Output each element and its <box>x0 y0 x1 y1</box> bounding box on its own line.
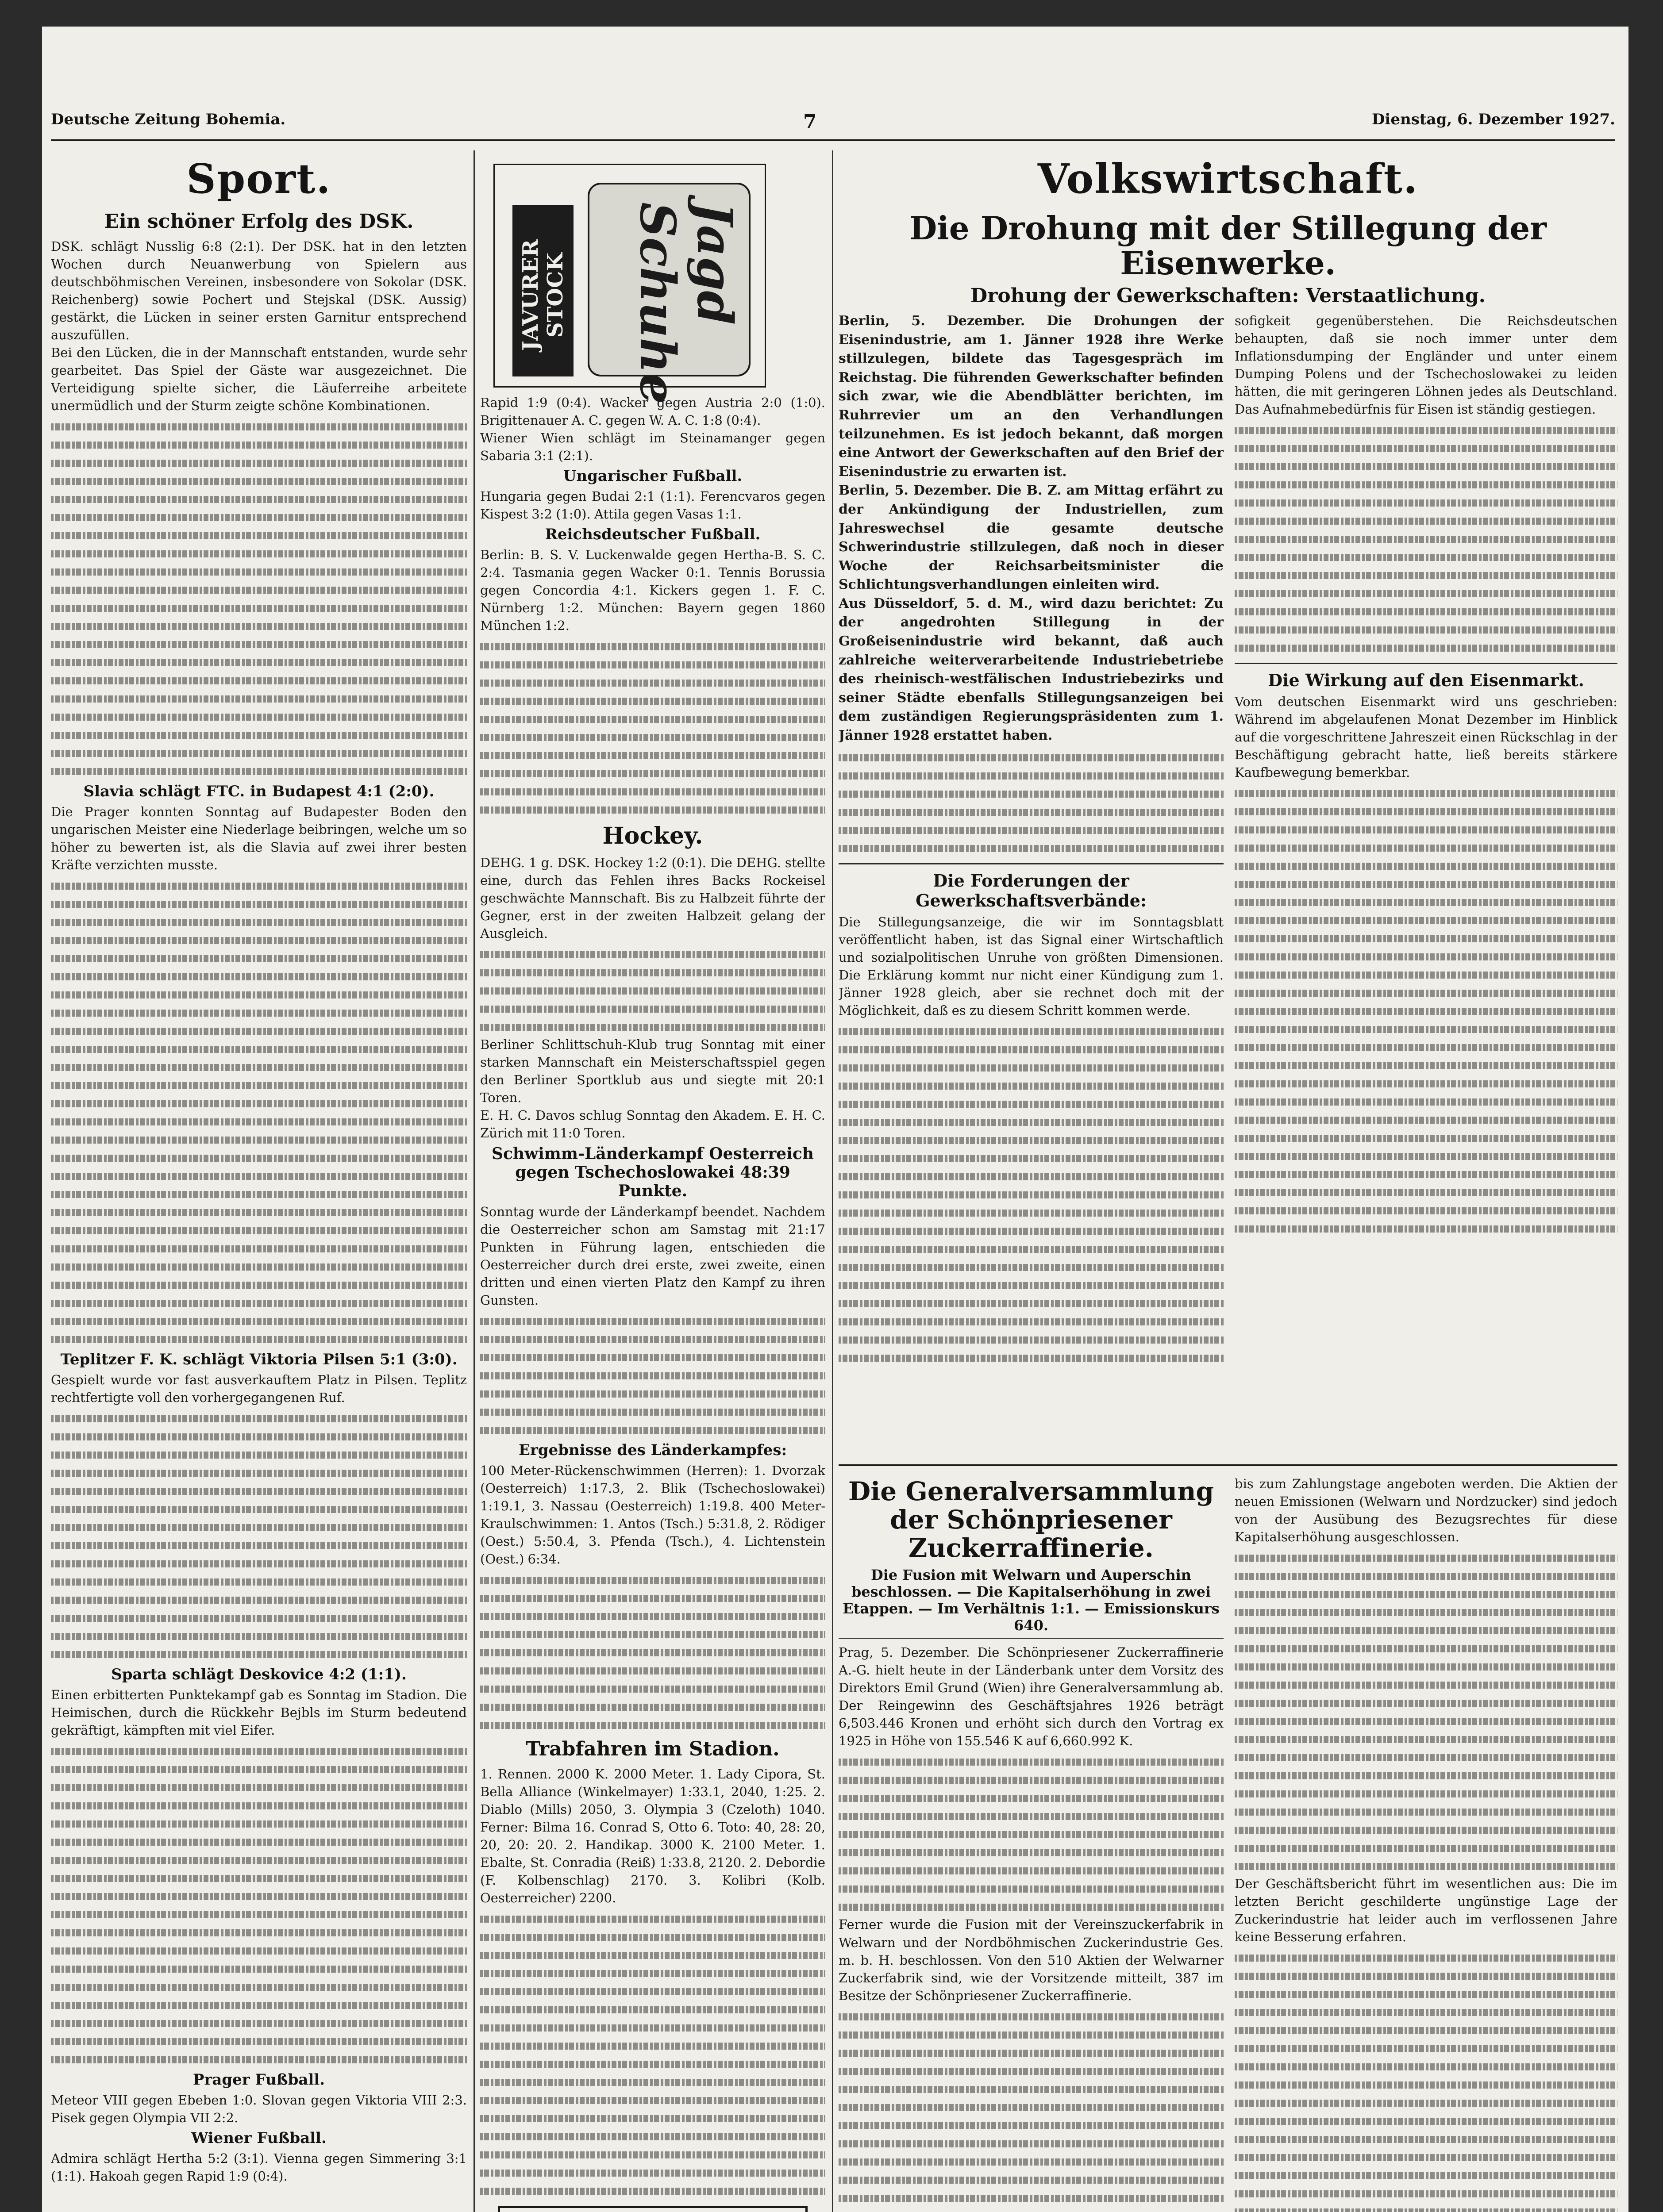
eisen-subhead: Drohung der Gewerkschaften: Verstaatlichung. <box>970 284 1486 307</box>
results-lead: Rapid 1:9 (0:4). Wacker gegen Austria 2:0 (1:0). Brigittenauer A. C. gegen W. A. C. 1:8 (0:4). <box>480 395 825 428</box>
divider <box>1235 663 1617 664</box>
zucker-col-left <box>839 1475 1224 2212</box>
page-number: 7 <box>803 111 817 133</box>
shoe-advertisement <box>493 164 766 404</box>
trab-headline: Trabfahren im Stadion. <box>526 1738 780 1761</box>
wien-note: Wiener Wien schlägt im Steinamanger gegen Sabaria 3:1 (2:1). <box>480 430 825 464</box>
eisen-col-left <box>839 312 1224 1367</box>
davos-text: E. H. C. Davos schlug Sonntag den Akadem. E. H. C. Zürich mit 11:0 Toren. <box>480 1108 825 1141</box>
zucker-subhead: Die Fusion mit Welwarn und Auperschin beschlossen. — Die Kapitalserhöhung in zwei Etappen. — Im Verhältnis 1:1. — Emissionskurs 640. <box>843 1567 1220 1634</box>
text-block <box>1235 1548 1617 1875</box>
volkswirtschaft-title: Volkswirtschaft. <box>1037 155 1419 203</box>
sport-section-title: Sport. <box>186 155 331 203</box>
text-block <box>839 2007 1224 2212</box>
swim-headline: Schwimm-Länderkampf Oesterreich gegen Tschechoslowakei 48:39 Punkte. <box>492 1144 814 1201</box>
zucker-para4: Der Geschäftsbericht führt im wesentlichen aus: Die im letzten Bericht geschilderte ungünstige Lage der Zuckerindustrie hat leider auch im verflossenen Jahre keine Besserung erfahren. <box>1235 1876 1617 1945</box>
zucker-section <box>839 1464 1617 2212</box>
text-block <box>480 1312 825 1439</box>
ungarn-headline: Ungarischer Fußball. <box>563 467 743 485</box>
hockey-text: DEHG. 1 g. DSK. Hockey 1:2 (0:1). Die DEHG. stellte eine, durch das Fehlen ihres Backs Rockeisel geschwächte Mannschaft. Bis zu Halbzeit führte der Gegner, erst in der zweiten Halbzeit gelang der Ausgleich. <box>480 855 825 941</box>
divider <box>839 863 1224 864</box>
text-block <box>51 417 467 780</box>
prager-headline: Prager Fußball. <box>192 2070 325 2089</box>
text-block <box>839 748 1224 857</box>
ungarn-text: Hungaria gegen Budai 2:1 (1:1). Ferencvaros gegen Kispest 3:2 (1:0). Attila gegen Vasas 1:1. <box>480 489 825 522</box>
wiener-text: Admira schlägt Hertha 5:2 (3:1). Vienna gegen Simmering 3:1 (1:1). Hakoah gegen Rapid 1:9 (0:4). <box>51 2151 467 2184</box>
eisen-para3: Aus Düsseldorf, 5. d. M., wird dazu berichtet: Zu der angedrohten Stillegung in der Großeisenindustrie wird bekannt, daß auch zahlreiche weiterverarbeitende Industriebetriebe des rheinisch-westfälischen Industriebezirks und seiner Städte ebenfalls Stillegungsanzeigen bei dem zuständigen Regierungspräsidenten zum 1. Jänner 1928 erstattet haben. <box>839 595 1224 744</box>
page-header <box>51 111 1615 137</box>
text-block <box>480 637 825 818</box>
swim-results: 100 Meter-Rückenschwimmen (Herren): 1. Dvorzak (Oesterreich) 1:17.3, 2. Blik (Tschechoslowakei) 1:19.1, 3. Nassau (Oesterreich) 1:19.8. 400 Meter-Kraulschwimmen: 1. Antos (Tsch.) 5:31.8, 2. Rödiger (Oest.) 5:50.4, 3. Pfenda (Tsch.), 4. Lichtenstein (Oest.) 6:34. <box>480 1463 825 1567</box>
text-block <box>480 1571 825 1734</box>
reich-text: Berlin: B. S. V. Luckenwalde gegen Hertha-B. S. C. 2:4. Tasmania gegen Wacker 0:1. Tennis Borussia gegen Concordia 4:1. Kickers gegen 1. F. C. Nürnberg 1:2. München: Bayern gegen 1860 München 1:2. <box>480 547 825 634</box>
text-block <box>1235 421 1617 657</box>
ad-side-panel: JAVURER STOCK <box>512 205 574 376</box>
text-block <box>839 1022 1224 1367</box>
text-block <box>51 876 467 1348</box>
trab-text: 1. Rennen. 2000 K. 2000 Meter. 1. Lady Cipora, St. Bella Alliance (Winkelmayer) 1:33.1, 2040, 1:25. 2. Diablo (Mills) 2050, 3. Olympia 3 (Czeloth) 1040. Ferner: Bilma 16. Conrad S, Otto 6. Toto: 40, 28: 20, 20, 20: 20. 2. Handikap. 3000 K. 2100 Meter. 1. Ebalte, St. Conradia (Reiß) 1:33.8, 2120. 2. Debordie (F. Kolbenschlag) 2170. 3. Kolibri (Kolb. Oesterreicher) 2200. <box>480 1766 825 1906</box>
eisen-right-text: sofigkeit gegenüberstehen. Die Reichsdeutschen behaupten, daß sie noch immer unter dem Inflationsdumping der Engländer und unter einem Dumping Polens und der Tschechoslowakei zu leiden hätten, die mit geringeren Löhnen jedes als Deutschland. Das Aufnahmebedürfnis für Eisen ist ständig gestiegen. <box>1235 313 1617 417</box>
eisen-para2: Berlin, 5. Dezember. Die B. Z. am Mittag erfährt zu der Ankündigung der Industriellen, zum Jahreswechsel die gesamte deutsche Schwerindustrie stillzulegen, daß noch in dieser Woche der Reichsarbeitsminister die Schlichtungsverhandlungen einleiten wird. <box>839 483 1224 593</box>
eisen-headline: Die Drohung mit der Stillegung der Eisenwerke. <box>909 209 1547 282</box>
auto-section-title <box>498 2206 808 2212</box>
wirkung-headline: Die Wirkung auf den Eisenmarkt. <box>1268 670 1584 691</box>
wiener-headline: Wiener Fußball. <box>191 2129 327 2147</box>
sparta-text: Einen erbitterten Punktekampf gab es Sonntag im Stadion. Die Heimischen, durch die Rückkehr Bejbls im Sturm bedeutend gekräftigt, kämpften mit viel Eifer. <box>51 1687 467 1738</box>
sport-column <box>51 150 467 2212</box>
sparta-headline: Sparta schlägt Deskovice 4:2 (1:1). <box>111 1665 407 1683</box>
middle-column <box>480 394 825 2212</box>
wirkung-text: Vom deutschen Eisenmarkt wird uns geschrieben: Während im abgelaufenen Monat Dezember im Hinblick auf die vorgeschrittene Jahreszeit einen Rückschlag in der Beschäftigung gebracht hatte, ließ bereits stärkere Kaufbewegung bemerkbar. <box>1235 694 1617 780</box>
volkswirtschaft-section <box>839 150 1617 1367</box>
prager-text: Meteor VIII gegen Ebeben 1:0. Slovan gegen Viktoria VIII 2:3. Pisek gegen Olympia VII 2:2. <box>51 2092 467 2125</box>
text-block <box>1235 1948 1617 2212</box>
column-rule <box>473 150 475 2212</box>
slavia-text: Die Prager konnten Sonntag auf Budapester Boden den ungarischen Meister eine Niederlage beibringen, welche um so höher zu bewerten ist, als die Slavia auf zwei ihrer besten Kräfte verzichten musste. <box>51 804 467 872</box>
text-block <box>839 1752 1224 1916</box>
divider <box>839 1638 1224 1639</box>
text-block <box>480 945 825 1036</box>
ad-brand: Jagd Schuhe <box>629 202 743 404</box>
forderungen-text: Die Stillegungsanzeige, die wir im Sonntagsblatt veröffentlicht haben, ist das Signal einer Wirtschaftlich und sozialpolitischen Unruhe von größten Dimensionen. Die Erklärung kommt nur nicht einer Kündigung zum 1. Jänner 1928 gleich, aber sie rechnet doch mit der Möglichkeit, daß es zu diesem Schritt kommen werde. <box>839 914 1224 1018</box>
ad-brand-panel <box>588 183 751 404</box>
issue-date: Dienstag, 6. Dezember 1927. <box>1371 111 1615 128</box>
text-block <box>480 1909 825 2200</box>
zucker-para1: Prag, 5. Dezember. Die Schönpriesener Zuckerraffinerie A.-G. hielt heute in der Länderbank unter dem Vorsitz des Direktors Emil Grund (Wien) ihre Generalversammlung ab. Der Reingewinn des Geschäftsjahres 1926 beträgt 6,503.446 Kronen und erhöht sich durch den Vortrag ex 1925 in Höhe von 155.546 K auf 6,660.992 K. <box>839 1645 1224 1749</box>
eisen-para1: Berlin, 5. Dezember. Die Drohungen der Eisenindustrie, am 1. Jänner 1928 ihre Werke stillzulegen, bildete das Tagesgespräch im Reichstag. Die führenden Gewerkschafter befinden sich zwar, wie die Abendblätter berichten, im Ruhrrevier um an den Verhandlungen teilzunehmen. Es ist jedoch bekannt, daß morgen eine Antwort der Gewerkschaften auf den Brief der Eisenindustrie zu erwarten ist. <box>839 313 1224 480</box>
forderungen-headline: Die Forderungen der Gewerkschaftsverbände: <box>916 870 1147 910</box>
text-block <box>51 1409 467 1663</box>
slavia-headline: Slavia schlägt FTC. in Budapest 4:1 (2:0). <box>83 782 435 800</box>
newspaper-name: Deutsche Zeitung Bohemia. <box>51 111 286 128</box>
eisen-col-right <box>1235 312 1617 1237</box>
text-block <box>1235 784 1617 1237</box>
zucker-para2: Ferner wurde die Fusion mit der Vereinszuckerfabrik in Welwarn und der Nordböhmischen Zuckerindustrie Ges. m. b. H. beschlossen. Von den 510 Aktien der Welwarner Zuckerfabrik sind, wie der Vorsitzende mitteilt, 387 im Besitze der Schönpriesener Zuckerraffinerie. <box>839 1917 1224 2003</box>
zucker-para3: bis zum Zahlungstage angeboten werden. Die Aktien der neuen Emissionen (Welwarn und Nordzucker) sind jedoch von der Ausübung des Bezugsrechtes für diese Kapitalserhöhung ausgeschlossen. <box>1235 1476 1617 1545</box>
zucker-col-right <box>1235 1475 1617 2212</box>
sport-headline: Ein schöner Erfolg des DSK. <box>104 210 414 233</box>
header-rule <box>51 139 1615 141</box>
sport-para: Bei den Lücken, die in der Mannschaft entstanden, wurde sehr gearbeitet. Das Spiel der Gäste war ausgezeichnet. Die Verteidigung spielte sicher, die Läuferreihe arbeitete unermüdlich und der Sturm zeigte schöne Kombinationen. <box>51 345 467 413</box>
reich-headline: Reichsdeutscher Fußball. <box>545 526 761 544</box>
teplitz-headline: Teplitzer F. K. schlägt Viktoria Pilsen 5:1 (3:0). <box>60 1350 458 1368</box>
swim-text: Sonntag wurde der Länderkampf beendet. Nachdem die Oesterreicher schon am Samstag mit 21:17 Punkten in Führung lagen, entschieden die Oesterreicher durch drei erste, zwei zweite, einen dritten und einen vierten Platz den Kampf zu ihren Gunsten. <box>480 1204 825 1308</box>
column-rule <box>832 150 833 2212</box>
newspaper-page <box>42 27 1628 2212</box>
hockey-headline: Hockey. <box>602 822 703 850</box>
text-block <box>51 1742 467 2068</box>
sport-lead: DSK. schlägt Nusslig 6:8 (2:1). Der DSK. hat in den letzten Wochen durch Neuanwerbung von Spielern aus deutschböhmischen Vereinen, insbesondere von Sokolar (DSK. Reichenberg) sowie Pochert und Stejskal (DSK. Aussig) gestärkt, die Lücken in seiner ersten Garnitur entsprechend auszufüllen. <box>51 238 467 342</box>
zucker-headline: Die Generalversammlung der Schönpriesener Zuckerraffinerie. <box>848 1476 1214 1563</box>
swim-results-headline: Ergebnisse des Länderkampfes: <box>518 1441 787 1459</box>
teplitz-text: Gespielt wurde vor fast ausverkauftem Platz in Pilsen. Teplitz rechtfertigte voll den vorhergegangenen Ruf. <box>51 1372 467 1405</box>
berliner-text: Berliner Schlittschuh-Klub trug Sonntag mit einer starken Mannschaft ein Meisterschaftsspiel gegen den Berliner Sportklub aus und siegte mit 20:1 Toren. <box>480 1037 825 1106</box>
